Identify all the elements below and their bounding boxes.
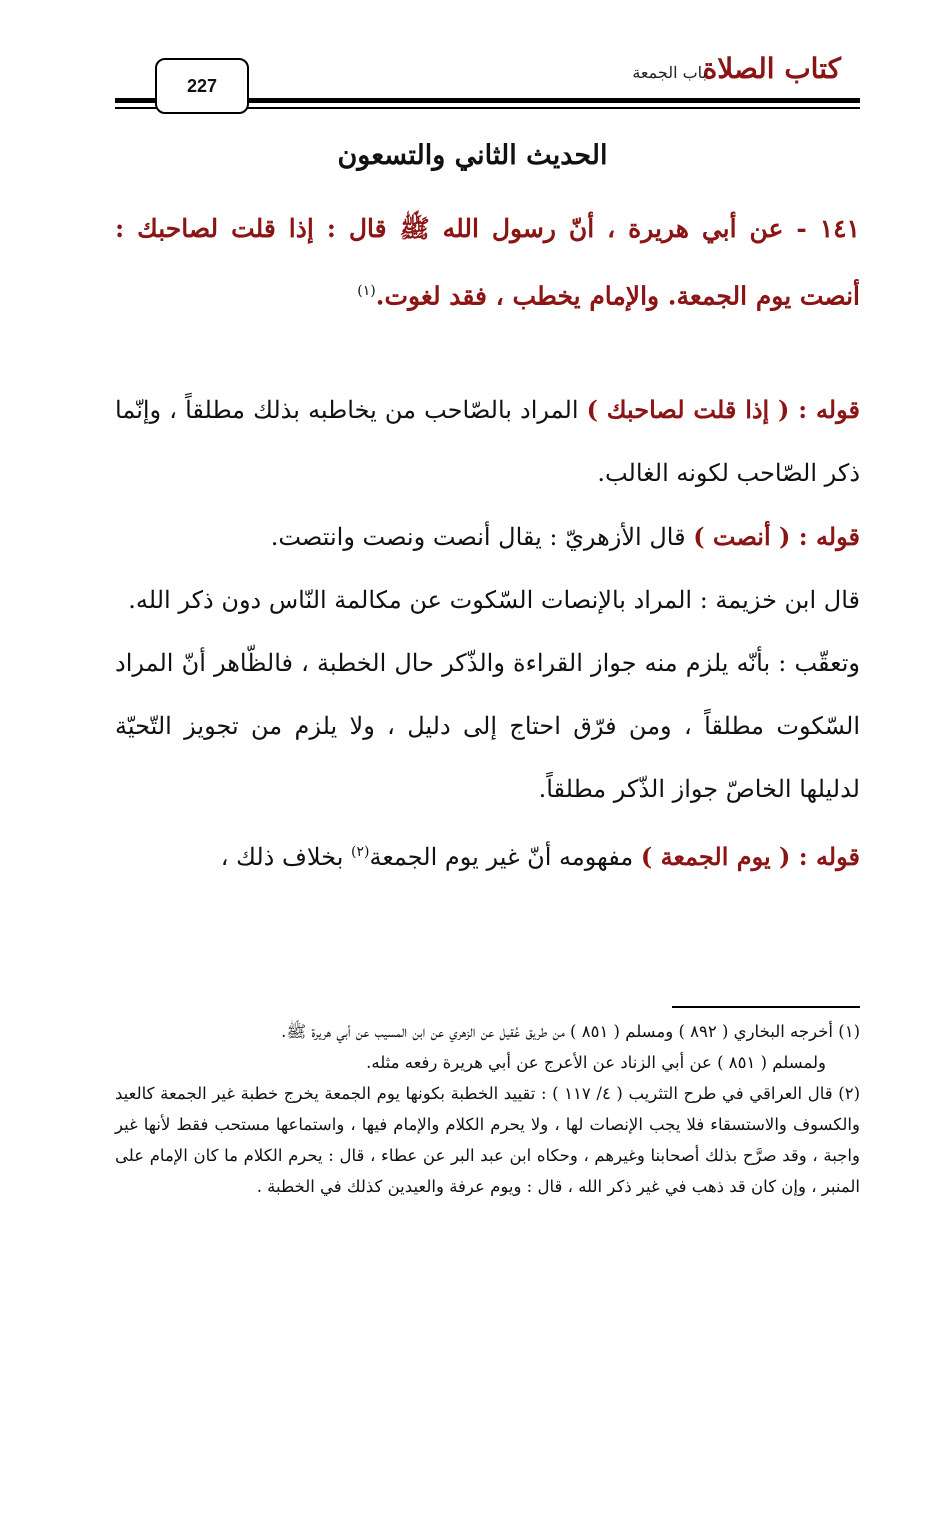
footnotes — [115, 1016, 860, 1202]
commentary-text: مفهومه أنّ غير يوم الجمعة — [369, 843, 641, 871]
commentary-paragraph — [115, 505, 860, 569]
commentary-paragraph — [115, 632, 860, 821]
commentary-paragraph — [115, 569, 860, 632]
footnote-ref-2[interactable]: (٢) — [351, 844, 370, 860]
footnote-1: (١) أخرجه البخاري ( ٨٩٢ ) ومسلم ( ٨٥١ ) من طريق عُقيل عن الزهري عن ابن المسيب عن أبي هريرة ﷺ. — [281, 1022, 860, 1041]
commentary-text: قال الأزهريّ : يقال أنصت ونصت وانتصت. — [270, 523, 694, 551]
commentary-keyword: قوله : ( أنصت ) — [693, 522, 860, 551]
page-number: 227 — [186, 75, 218, 96]
footnote-separator — [672, 1006, 860, 1008]
commentary-text: المراد بالصّاحب من يخاطبه بذلك مطلقاً ، وإنّما ذكر الصّاحب لكونه الغالب. — [115, 396, 860, 487]
page-number-box — [155, 58, 249, 114]
book-title: كتاب الصلاة — [702, 52, 841, 85]
hadith-text: ١٤١ - عن أبي هريرة ، أنّ رسول الله ﷺ قال : إذا قلت لصاحبك : أنصت يوم الجمعة. والإمام يخطب ، فقد لغوت. — [115, 214, 860, 311]
commentary-keyword: قوله : ( إذا قلت لصاحبك ) — [586, 395, 860, 424]
commentary-text: وتعقّب : بأنّه يلزم منه جواز القراءة والذّكر حال الخطبة ، فالظّاهر أنّ المراد السّكوت مطلقاً ، ومن فرّق احتاج إلى دليل ، ولا يلزم من تجويز التّحيّة لدليلها الخاصّ جواز الذّكر مطلقاً. — [115, 649, 860, 803]
footnote-1-continued: ولمسلم ( ٨٥١ ) عن أبي الزناد عن الأعرج عن أبي هريرة رفعه مثله. — [366, 1053, 826, 1072]
commentary-text: بخلاف ذلك ، — [220, 843, 351, 871]
commentary-keyword: قوله : ( يوم الجمعة ) — [640, 842, 860, 871]
commentary-text: قال ابن خزيمة : المراد بالإنصات السّكوت عن مكالمة النّاس دون ذكر الله. — [128, 586, 860, 614]
hadith-title: الحديث الثاني والتسعون — [337, 140, 608, 171]
footnote-ref-1[interactable]: (١) — [357, 283, 376, 299]
hadith-text-block — [115, 198, 860, 327]
footnote-2: (٢) قال العراقي في طرح التثريب ( ٤/ ١١٧ ) : تقييد الخطبة بكونها يوم الجمعة يخرج خطبة غير الجمعة كالعيد والكسوف والاستسقاء فلا يجب الإنصات لها ، ولا يحرم الكلام والإمام فيها ، واستماعها مستحب فقط لأنها غير واجبة ، وقد صرَّح بذلك أصحابنا وغيرهم ، وحكاه ابن عبد البر عن عطاء ، قال : يحرم الكلام ما كان الإمام على المنبر ، وإن كان قد ذهب في غير ذكر الله ، قال : ويوم عرفة والعيدين كذلك في الخطبة . — [115, 1084, 860, 1196]
commentary-paragraph — [115, 821, 860, 889]
chapter-title: باب الجمعة — [632, 63, 707, 82]
commentary-body — [115, 378, 860, 889]
commentary-paragraph — [115, 378, 860, 505]
